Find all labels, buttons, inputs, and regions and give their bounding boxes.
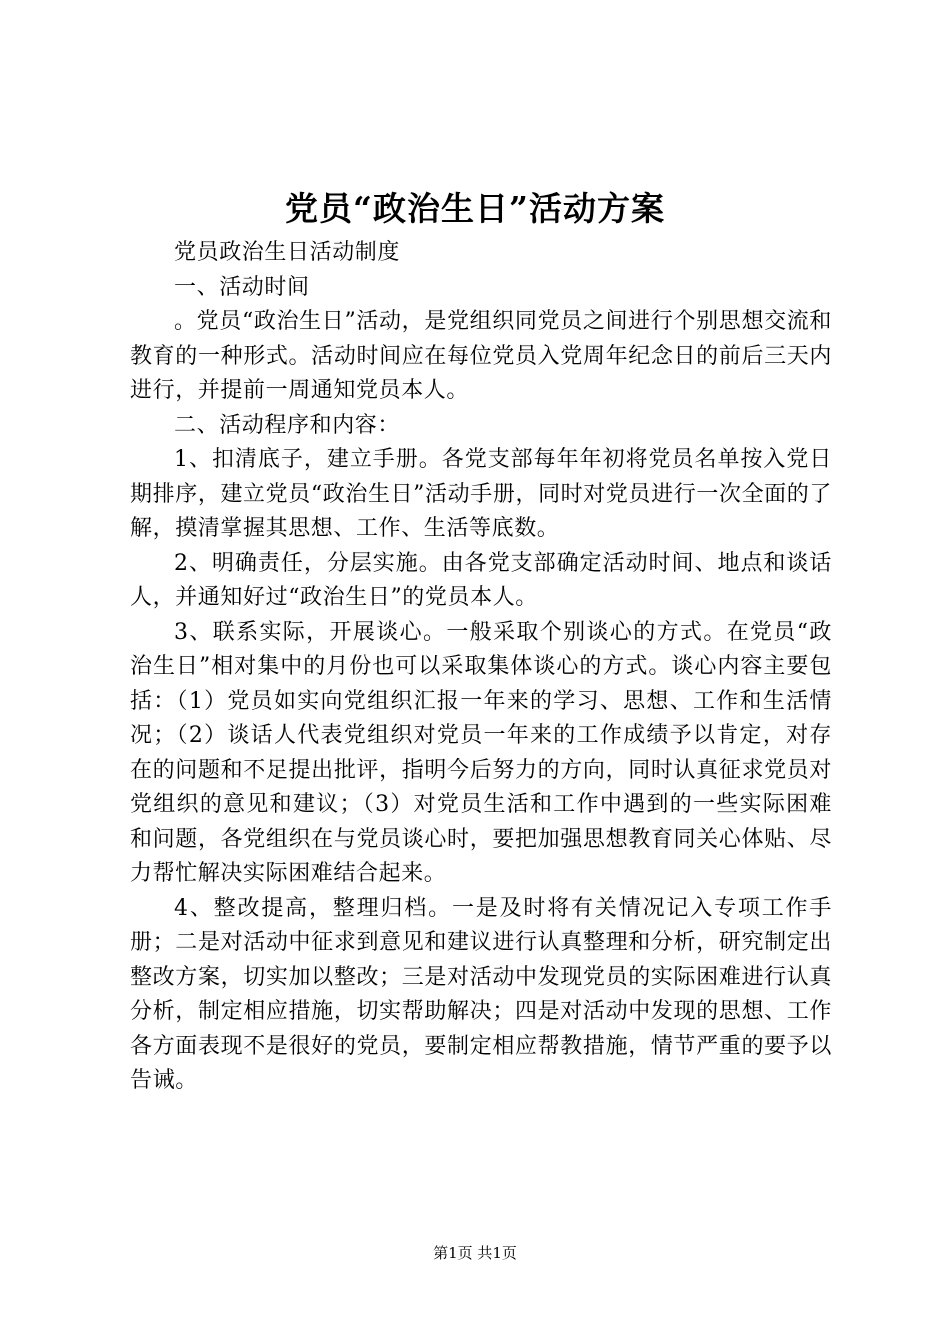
paragraph-heading: 党员政治生日活动制度 (174, 240, 401, 265)
page-footer: 第1页 共1页 (433, 1244, 517, 1262)
document-title: 党员“政治生日”活动方案 (285, 189, 665, 228)
section-heading-procedure: 二、活动程序和内容： (174, 412, 401, 438)
paragraph-item-1: 1、扣清底子，建立手册。各党支部每年年初将党员名单按入党日期排序，建立党员“政治生日”活动手册，同时对党员进行一次全面的了解，摸清掌握其思想、工作、生活等底数。 (130, 447, 832, 541)
section-heading-time: 一、活动时间 (174, 274, 310, 300)
paragraph-time: 。党员“政治生日”活动，是党组织同党员之间进行个别思想交流和教育的一种形式。活动时间应在每位党员入党周年纪念日的前后三天内进行，并提前一周通知党员本人。 (130, 309, 832, 403)
paragraph-item-4: 4、整改提高，整理归档。一是及时将有关情况记入专项工作手册；二是对活动中征求到意见和建议进行认真整理和分析，研究制定出整改方案，切实加以整改；三是对活动中发现党员的实际困难进行认真分析，制定相应措施，切实帮助解决；四是对活动中发现的思想、工作各方面表现不是很好的党员，要制定相应帮教措施，情节严重的要予以告诫。 (130, 895, 832, 1093)
paragraph-item-2: 2、明确责任，分层实施。由各党支部确定活动时间、地点和谈话人，并通知好过“政治生日”的党员本人。 (130, 550, 832, 610)
paragraph-item-3: 3、联系实际，开展谈心。一般采取个别谈心的方式。在党员“政治生日”相对集中的月份也可以采取集体谈心的方式。谈心内容主要包括：（1）党员如实向党组织汇报一年来的学习、思想、工作和生活情况；（2）谈话人代表党组织对党员一年来的工作成绩予以肯定，对存在的问题和不足提出批评，指明今后努力的方向，同时认真征求党员对党组织的意见和建议；（3）对党员生活和工作中遇到的一些实际困难和问题，各党组织在与党员谈心时，要把加强思想教育同关心体贴、尽力帮忙解决实际困难结合起来。 (130, 619, 832, 886)
document-body (130, 236, 832, 1099)
